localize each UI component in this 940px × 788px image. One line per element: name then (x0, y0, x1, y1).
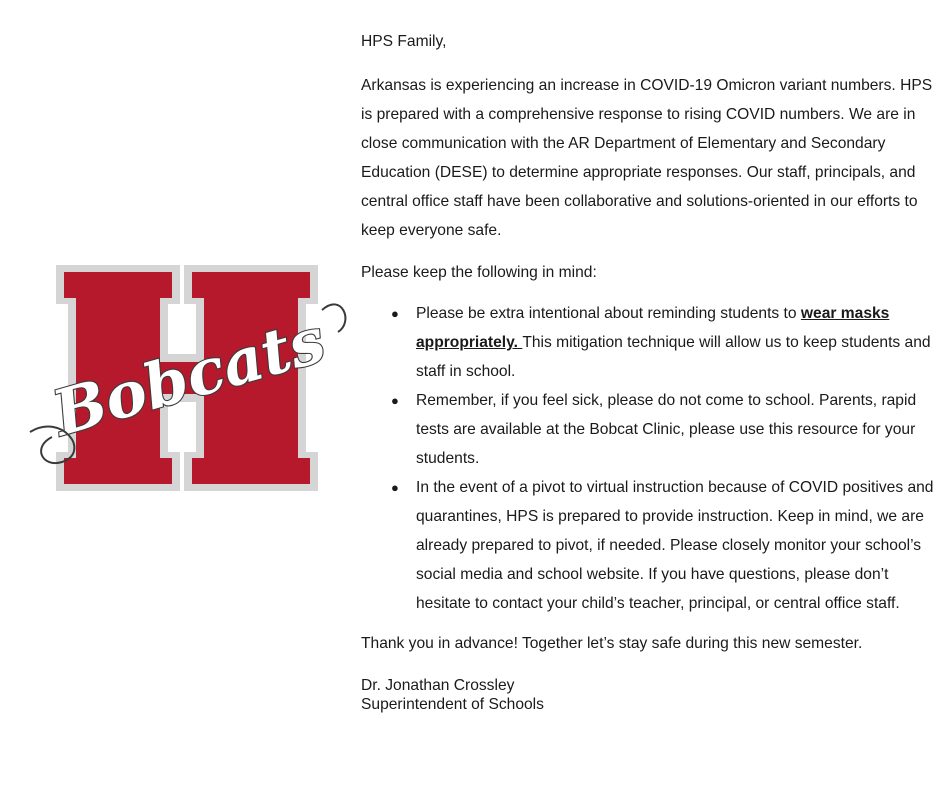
list-item-text: This mitigation technique will allow us to keep students and staff in school. (416, 334, 931, 380)
intro-paragraph: Arkansas is experiencing an increase in COVID-19 Omicron variant numbers. HPS is prepared with a comprehensive response to rising COVID numbers. We are in close communication with the AR Department of Elementary and Secondary Education (DESE) to determine appropriate responses. Our staff, principals, and central office staff have been collaborative and solutions-oriented in our efforts to keep everyone safe. (361, 77, 933, 239)
closing-line: Thank you in advance! Together let’s stay safe during this new semester. (361, 635, 863, 652)
wear-masks-emphasis: wear masks appropriately. (416, 305, 890, 351)
signature-name: Dr. Jonathan Crossley (361, 677, 515, 694)
list-item-text: Remember, if you feel sick, please do not come to school. Parents, rapid tests are available at the Bobcat Clinic, please use this resource for your students. (416, 392, 917, 467)
lead-in: Please keep the following in mind: (361, 264, 597, 281)
bullet-icon: ● (391, 480, 399, 495)
list-item-text: Please be extra intentional about reminding students to (416, 305, 801, 322)
list-item (361, 299, 936, 386)
bullet-icon: ● (391, 393, 399, 408)
logo-swash-end (322, 304, 345, 332)
list-item (361, 473, 936, 618)
bullet-icon: ● (391, 306, 399, 321)
signature-title: Superintendent of Schools (361, 696, 544, 713)
salutation: HPS Family, (361, 33, 447, 50)
letter-body (361, 27, 936, 714)
logo-script-text: Bobcats (45, 303, 333, 451)
list-item-text: In the event of a pivot to virtual instruction because of COVID positives and quarantines, HPS is prepared to provide instruction. Keep in mind, we are already prepared to pivot, if needed. Please closely monitor your school’s social media and school website. If you have questions, please don’t hesitate to contact your child’s teacher, principal, or central office staff. (416, 479, 934, 612)
reminder-list (361, 299, 936, 618)
list-item (361, 386, 936, 473)
bobcats-logo (22, 262, 358, 494)
